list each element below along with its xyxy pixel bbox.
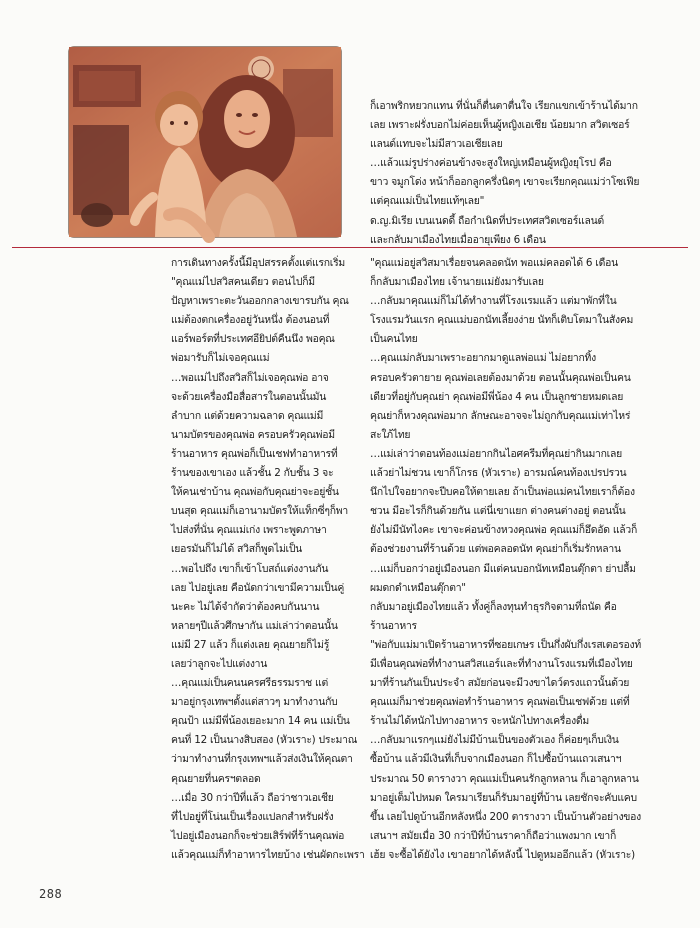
- text-line: คุณยายที่นครฯตลอด: [171, 772, 261, 785]
- text-line: ไปส่งที่นั่น คุณแม่เก่ง เพราะพูดภาษา: [171, 524, 327, 537]
- text-line: "พ่อกับแม่มาเปิดร้านอาหารที่ซอยเกษร เป็นกึ่งผับกึ่งเรสเตอรองท์: [370, 638, 641, 651]
- text-line: …คุณแม่กลับมาเพราะอยากมาดูแลพ่อแม่ ไม่อยากทิ้ง: [370, 352, 596, 365]
- text-line: เดียวที่อยู่กับคุณย่า คุณพ่อมีพี่น้อง 4 คน เป็นลูกชายหมดเลย: [370, 390, 624, 403]
- text-line: แม่ต้องตกเครื่องอยู่วันหนึ่ง ต้องนอนที่: [171, 314, 330, 327]
- text-line: ชวน มีอะไรก็กินด้วยกัน แต่นี่เขาแยก ต่างคนต่างอยู่ ตอนนั้น: [370, 505, 626, 518]
- text-line: …แล้วแม่รูปร่างค่อนข้างจะสูงใหญ่เหมือนผู้หญิงยุโรป คือ: [370, 157, 612, 170]
- text-line: "คุณแม่อยู่สวิสมาเรื่อยจนคลอดนัท พอแม่คลอดได้ 6 เดือน: [370, 257, 618, 269]
- text-line: ให้คนเช่าบ้าน คุณพ่อกับคุณย่าจะอยู่ชั้น: [171, 486, 339, 499]
- text-line: …แม่ก็บอกว่าอยู่เมืองนอก มีแต่คนบอกนัทเหมือนตุ๊กตา ย่าปลื้ม: [370, 562, 636, 575]
- text-line: …เมื่อ 30 กว่าปีที่แล้ว ถือว่าชาวเอเชีย: [171, 791, 334, 804]
- text-line: แอร์พอร์ตที่ประเทศอียิปต์คืนนึง พอคุณ: [171, 333, 335, 346]
- text-line: แลนด์แทบจะไม่มีสาวเอเชียเลย: [370, 138, 503, 151]
- text-line: …กลับมาแรกๆแม่ยังไม่มีบ้านเป็นของตัวเอง ก็ค่อยๆเก็บเงิน: [370, 734, 619, 747]
- text-line: แล้วย่าไม่ชวน เขาก็โกรธ (หัวเราะ) อารมณ์คนท้องเปรปรวน: [370, 467, 627, 480]
- family-photo: [68, 46, 342, 238]
- text-line: เลย ไปอยู่เลย คือนัดกว่าเขามีความเป็นคู่: [171, 581, 345, 594]
- text-line: แต่คุณแม่เป็นไทยแท้ๆเลย": [370, 195, 485, 208]
- text-line: โรงแรมวันแรก คุณแม่บอกนัทเลี้ยงง่าย นัทก็เติบโตมาในสังคม: [370, 314, 634, 327]
- text-line: สะใภ้ไทย: [370, 428, 411, 441]
- section-divider-line: [12, 247, 688, 248]
- text-line: ลำบาก แต่ด้วยความฉลาด คุณแม่มี: [171, 409, 324, 422]
- text-line: เป็นคนไทย: [370, 333, 418, 346]
- text-line: ครอบครัวตายาย คุณพ่อเลยต้องมาด้วย ตอนนั้นคุณพ่อเป็นคน: [370, 371, 631, 384]
- text-line: เลยว่าลูกจะไปแต่งงาน: [171, 657, 268, 670]
- text-line: แล้วคุณแม่ก็ทำอาหารไทยบ้าง เช่นผัดกะเพรา: [171, 848, 365, 861]
- text-line: จะด้วยเครื่องมือสื่อสารในตอนนั้นมัน: [171, 390, 327, 403]
- text-line: บนสุด คุณแม่ก็เอานามบัตรให้แท็กซี่ๆก็พา: [171, 505, 348, 518]
- text-line: คนที่ 12 เป็นนางสิบสอง (หัวเราะ) ประมาณ: [171, 734, 358, 747]
- right-column: [370, 254, 680, 865]
- text-line: คุณแม่ก็มาช่วยคุณพ่อทำร้านอาหาร คุณพ่อเป็นเชฟด้วย แต่ที่: [370, 696, 630, 709]
- text-line: ที่ไปอยู่ที่โน่นเป็นเรื่องแปลกสำหรับฝรั่ง: [171, 810, 334, 823]
- text-line: ยังไม่มีนัทไงคะ เขาจะค่อนข้างหวงคุณพ่อ คุณแม่ก็อึดอัด แล้วก็: [370, 524, 638, 537]
- text-line: การเดินทางครั้งนี้มีอุปสรรคตั้งแต่แรกเริ่ม: [171, 257, 346, 269]
- text-line: เยอรมันก็ไม่ได้ สวิสก็พูดไม่เป็น: [171, 543, 303, 556]
- text-line: "คุณแม่ไปสวิสคนเดียว ตอนไปก็มี: [171, 276, 315, 289]
- text-line: นามบัตรของคุณพ่อ ครอบครัวคุณพ่อมี: [171, 428, 335, 441]
- text-line: พ่อมารับก็ไม่เจอคุณแม่: [171, 352, 270, 365]
- text-line: มีเพื่อนคุณพ่อที่ทำงานสวิสแอร์และที่ทำงานโรงแรมที่เมืองไทย: [370, 657, 633, 670]
- text-line: เลย เพราะฝรั่งบอกไม่ค่อยเห็นผู้หญิงเอเชีย น้อยมาก สวิตเซอร์: [370, 119, 630, 132]
- text-line: ว่ามาทำงานที่กรุงเทพฯแล้วส่งเงินให้คุณตา: [171, 753, 353, 766]
- text-line: ร้านอาหาร คุณพ่อก็เป็นเชฟทำอาหารที่: [171, 447, 338, 460]
- text-line: …พอแม่ไปถึงสวิสก็ไม่เจอคุณพ่อ อาจ: [171, 371, 329, 384]
- text-line: ผมดกดำเหมือนตุ๊กตา": [370, 581, 466, 594]
- text-line: ขึ้น เลยไปดูบ้านอีกหลังหนึ่ง 200 ตารางวา เป็นบ้านตัวอย่างของ: [370, 810, 641, 823]
- photo-illustration: [69, 47, 341, 237]
- text-line: ต้องช่วยงานที่ร้านด้วย แต่พอคลอดนัท คุณย่าก็เริ่มรักหลาน: [370, 543, 621, 556]
- text-line: เสนาฯ สมัยเมื่อ 30 กว่าปีที่บ้านราคาก็ถือว่าแพงมาก เขาก็: [370, 829, 617, 842]
- text-line: ก็เอาพริกหยวกแทน ที่นั่นก็ตื่นตาตื่นใจ เรียกแขกเข้าร้านได้มาก: [370, 100, 638, 112]
- text-line: เฮ้ย จะซื้อได้ยังไง เขาอยากได้หลังนี้ ไปดูหมออีกแล้ว (หัวเราะ): [370, 848, 635, 861]
- text-line: คุณย่าก็หวงคุณพ่อมาก ลักษณะอาจจะไม่ถูกกับคุณแม่เท่าไหร่: [370, 409, 631, 422]
- text-line: ร้านไม่ได้หนักไปทางอาหาร จะหนักไปทางเครื่องดื่ม: [370, 715, 590, 728]
- text-line: มาอยู่เต็มไปหมด ใครมาเรียนก็รับมาอยู่ที่บ้าน เลยชักจะคับแคบ: [370, 791, 637, 804]
- text-line: คุณป้า แม่มีพี่น้องเยอะมาก 14 คน แม่เป็น: [171, 715, 350, 728]
- top-right-column: [370, 97, 680, 250]
- text-line: ร้านของเขาเอง แล้วชั้น 2 กับชั้น 3 จะ: [171, 467, 334, 480]
- text-line: …กลับมาคุณแม่ก็ไม่ได้ทำงานที่โรงแรมแล้ว แต่มาพักที่ใน: [370, 295, 617, 308]
- text-line: ประมาณ 50 ตารางวา คุณแม่เป็นคนรักลูกหลาน ก็เอาลูกหลาน: [370, 772, 639, 785]
- text-line: ซื้อบ้าน แล้วมีเงินที่เก็บจากเมืองนอก ก็ไปซื้อบ้านแถวเสนาฯ: [370, 753, 622, 766]
- text-line: แม่มี 27 แล้ว ก็แต่งเลย คุณยายก็ไม่รู้: [171, 638, 330, 651]
- text-line: และกลับมาเมืองไทยเมื่ออายุเพียง 6 เดือน: [370, 233, 546, 246]
- left-column: [171, 254, 365, 865]
- text-line: หลายๆปีแล้วศึกษากัน แม่เล่าว่าตอนนั้น: [171, 619, 338, 632]
- text-line: …คุณแม่เป็นคนนครศรีธรรมราช แต่: [171, 677, 328, 690]
- text-line: ร้านอาหาร: [370, 619, 417, 632]
- text-line: กลับมาอยู่เมืองไทยแล้ว ทั้งคู่ก็ลงทุนทำธุรกิจตามที่ถนัด คือ: [370, 600, 617, 613]
- text-line: …แม่เล่าว่าตอนท้องแม่อยากกินไอศครีมที่คุณย่ากินมากเลย: [370, 447, 622, 460]
- text-line: …พอไปถึง เขาก็เข้าโบสถ์แต่งงานกัน: [171, 562, 329, 575]
- text-line: ขาว จมูกโด่ง หน้าก็ออกลูกครึ่งนิดๆ เขาจะเรียกคุณแม่ว่าโซเฟีย: [370, 176, 640, 189]
- text-line: นะคะ ไม่ได้จำกัดว่าต้องคบกันนาน: [171, 600, 320, 613]
- text-line: มาอยู่กรุงเทพฯตั้งแต่สาวๆ มาทำงานกับ: [171, 696, 338, 709]
- text-line: ไปอยู่เมืองนอกก็จะช่วยเสิร์ฟที่ร้านคุณพ่อ: [171, 829, 345, 842]
- text-line: ด.ญ.มิเรีย เบนเนดดี้ ถือกำเนิดที่ประเทศสวิตเซอร์แลนด์: [370, 214, 604, 227]
- text-line: นึกไปใจอยากจะปีบคอให้ตายเลย ถ้าเป็นพ่อแม่คนไทยเราก็ต้อง: [370, 486, 635, 499]
- text-line: ปัญหาเพราะตะวันออกกลางเขารบกัน คุณ: [171, 295, 349, 308]
- text-line: ก็กลับมาเมืองไทย เจ้านายแม่ยังมารับเลย: [370, 276, 544, 289]
- text-line: มาที่ร้านกันเป็นประจำ สมัยก่อนจะมีวงขาไดว์ตรงแถวนั้นด้วย: [370, 677, 630, 690]
- page-number: 288: [39, 887, 63, 901]
